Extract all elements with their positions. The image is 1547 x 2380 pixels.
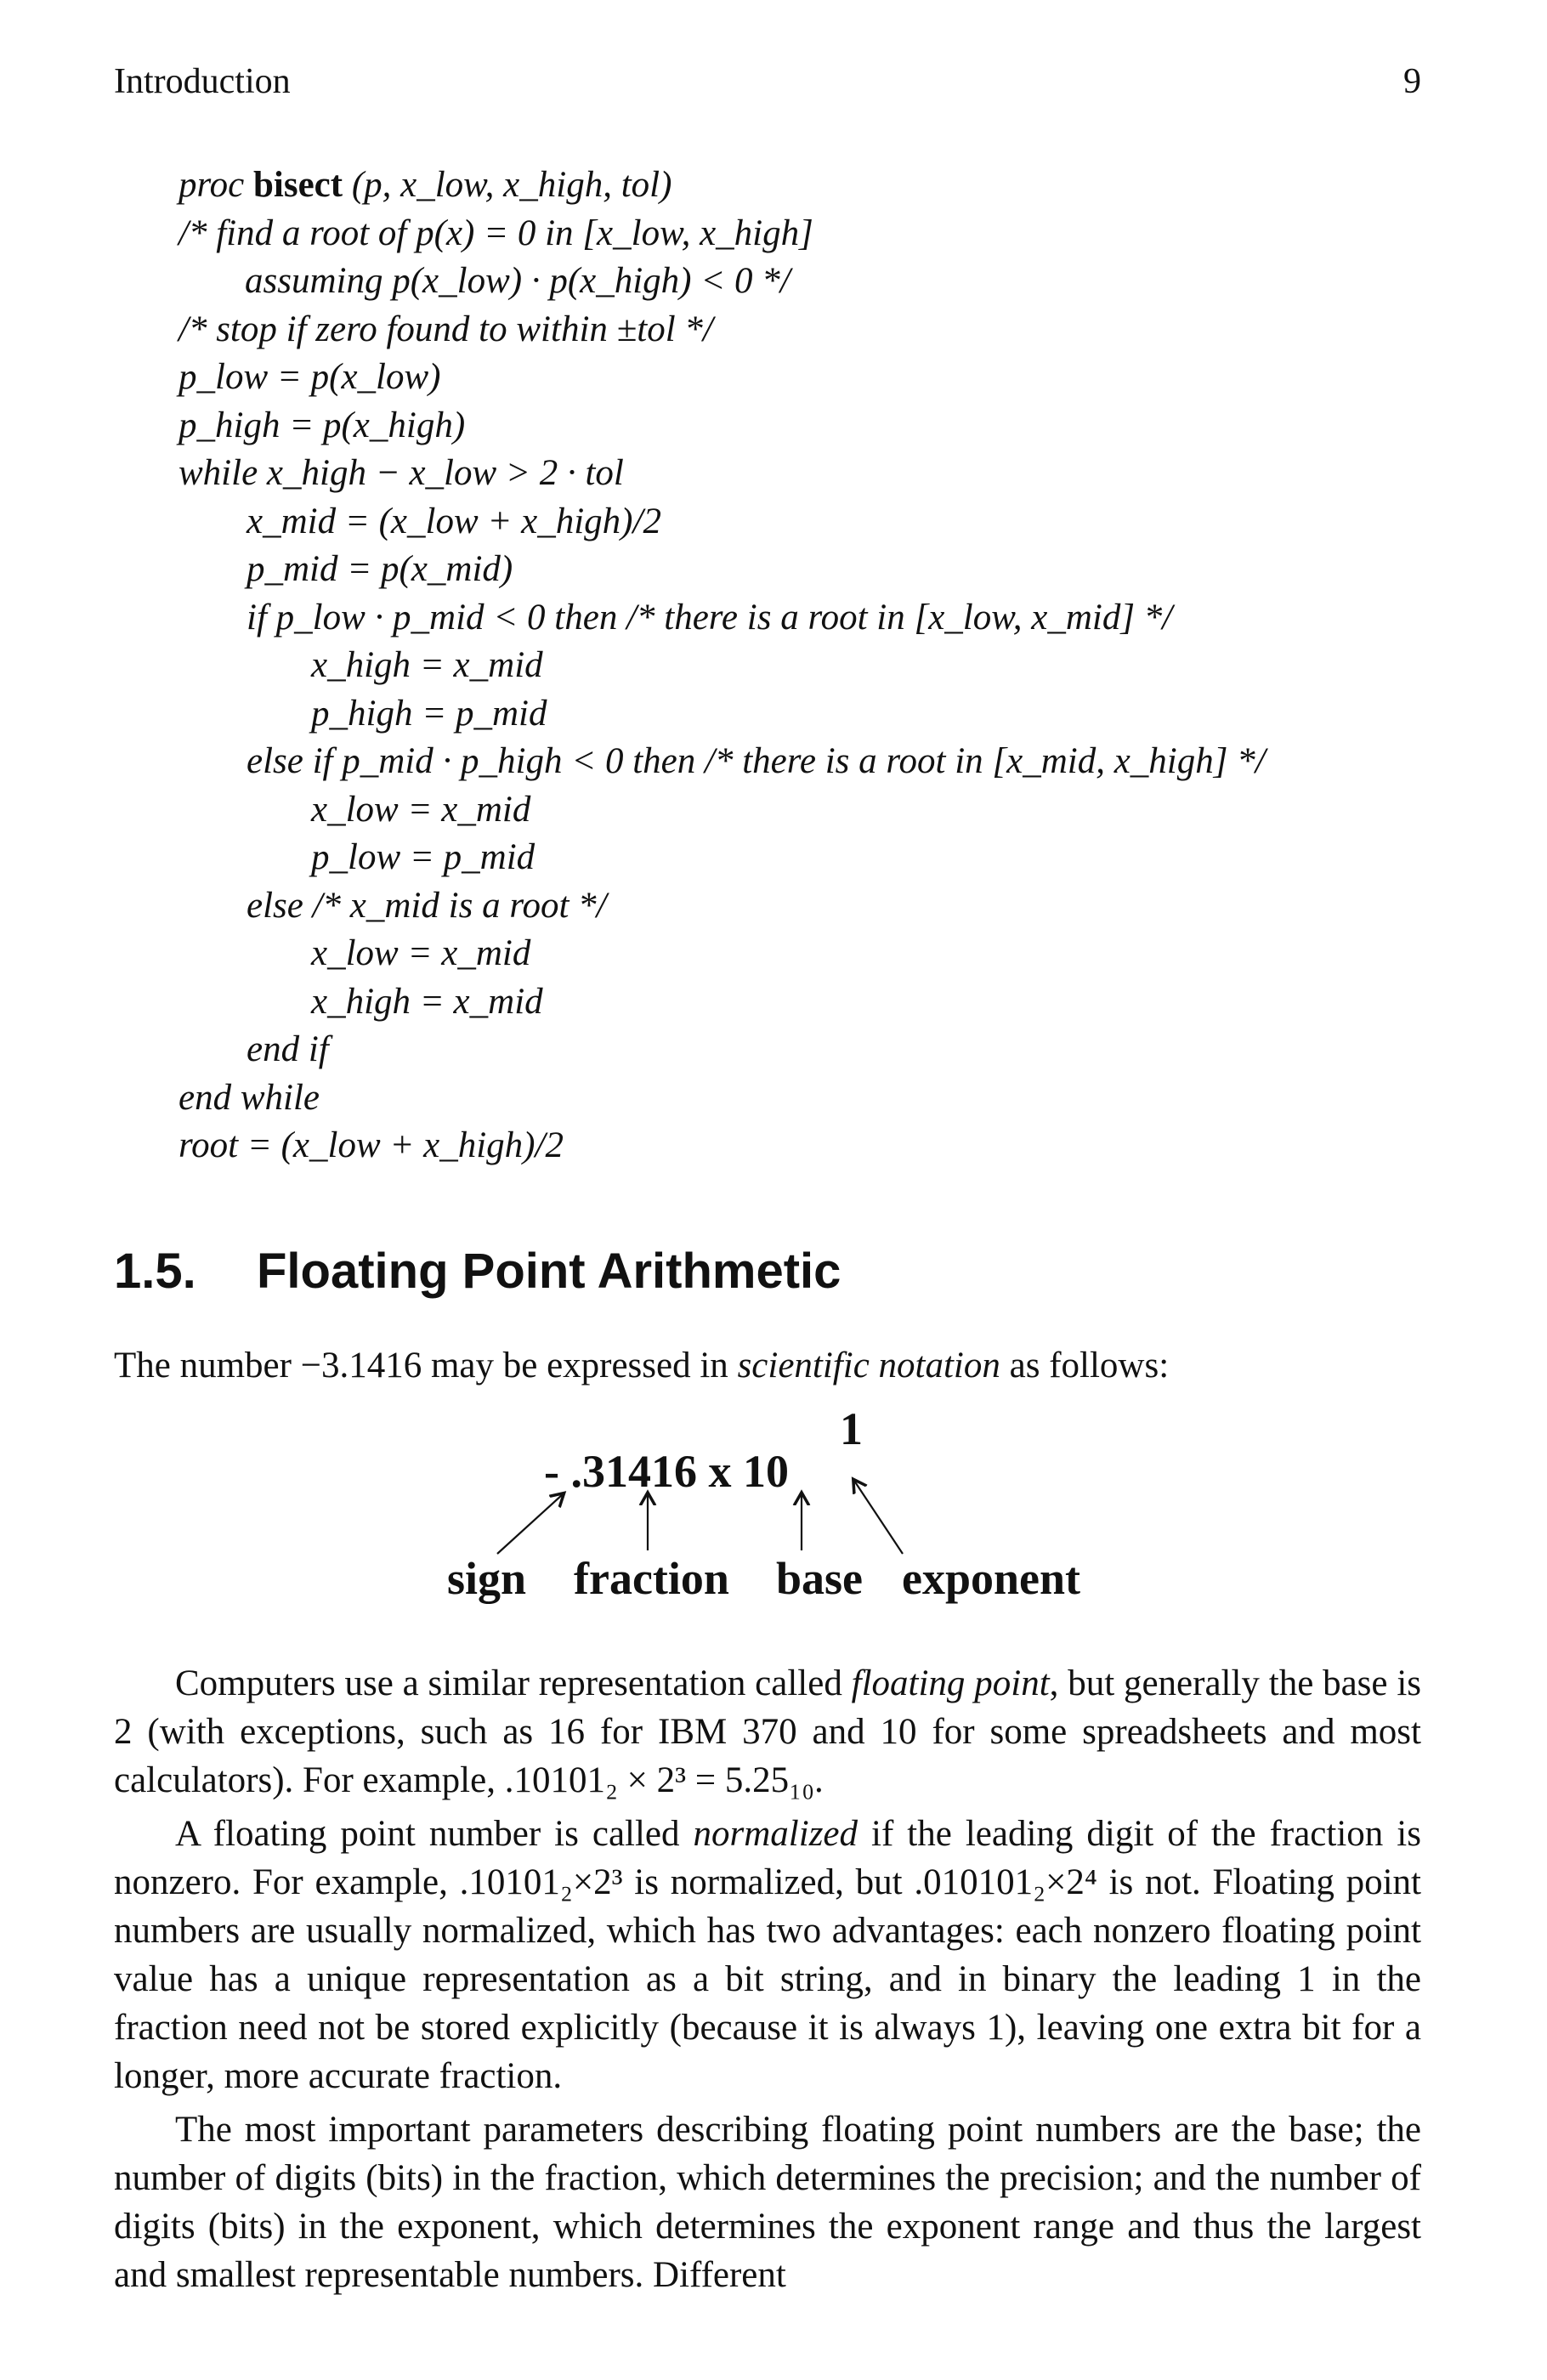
code-line: /* find a root of p(x) = 0 in [x_low, x_high]	[178, 212, 813, 253]
code-line: assuming p(x_low) · p(x_high) < 0 */	[245, 261, 790, 301]
paragraph-floating-point	[114, 1659, 1421, 1805]
section-title: Floating Point Arithmetic	[257, 1244, 842, 1299]
base-label: base	[776, 1553, 864, 1604]
code-line: /* stop if zero found to within ±tol */	[178, 309, 713, 349]
code-line: end while	[178, 1077, 320, 1118]
code-line: root = (x_low + x_high)/2	[178, 1125, 564, 1165]
code-line: x_high = x_mid	[311, 981, 543, 1022]
code-line: x_mid = (x_low + x_high)/2	[246, 501, 661, 541]
paragraph-text: , but generally the base is 2 (with exceptions, such as 16 for IBM 370 and 10 for some spreadsheets and most calculators). For example, .10101₂ × 2³ = 5.25₁₀.	[114, 1663, 1421, 1800]
section-number: 1.5.	[114, 1244, 196, 1299]
exponent-value: 1	[840, 1403, 863, 1454]
code-line: else if p_mid · p_high < 0 then /* there is a root in [x_mid, x_high] */	[246, 741, 1266, 781]
code-line: p_mid = p(x_mid)	[246, 549, 513, 589]
code-line: p_high = p(x_high)	[178, 405, 466, 445]
sign-arrow	[497, 1494, 563, 1554]
paragraph-text: if the leading digit of the fraction is nonzero. For example, .10101₂×2³ is normalized, but .010101₂×2⁴ is not. Floating point numbers are usually normalized, which has two advantages: each nonzero floating point value has a unique representation as a bit string, and in binary the leading 1 in the fraction need not be stored explicitly (because it is always 1), leaving one extra bit for a longer, more accurate fraction.	[114, 1814, 1421, 2096]
code-line: p_low = p(x_low)	[178, 357, 441, 397]
paragraph-text: A floating point number is called	[175, 1814, 694, 1854]
paragraph-emphasis: floating point	[851, 1663, 1050, 1703]
paragraph-parameters: The most important parameters describing floating point numbers are the base; the number of digits (bits) in the fraction, which determines the precision; and the number of digits (bits) in the exponent, which determines the exponent range and thus the largest and smallest representable numbers. Different	[114, 2110, 1421, 2295]
proc-keyword: proc	[178, 165, 245, 205]
algorithm-header	[178, 162, 1411, 210]
procedure-signature: (p, x_low, x_high, tol)	[351, 165, 672, 205]
paragraph-text: Computers use a similar representation called	[175, 1663, 852, 1703]
body-text	[114, 1659, 1421, 2304]
scientific-notation-figure	[0, 1394, 1547, 1615]
code-line: x_high = x_mid	[311, 645, 543, 685]
code-line: x_low = x_mid	[311, 933, 531, 973]
intro-sentence	[114, 1345, 1169, 1386]
annotation-arrows	[0, 1394, 1547, 1615]
paragraph-normalized	[114, 1810, 1421, 2100]
chapter-title: Introduction	[114, 62, 291, 101]
procedure-name: bisect	[252, 165, 343, 205]
code-line: else /* x_mid is a root */	[246, 885, 607, 926]
code-line: p_high = p_mid	[311, 693, 547, 734]
intro-text-end: as follows:	[1000, 1346, 1170, 1386]
fraction-label: fraction	[574, 1553, 729, 1604]
exponent-label: exponent	[902, 1553, 1081, 1604]
sign-label: sign	[447, 1553, 527, 1604]
intro-emphasis: scientific notation	[737, 1346, 1000, 1386]
code-line: p_low = p_mid	[311, 837, 536, 877]
section-heading	[114, 1243, 841, 1300]
running-head	[114, 61, 1421, 109]
exponent-arrow	[854, 1481, 903, 1554]
page-number: 9	[1403, 62, 1421, 101]
code-line: if p_low · p_mid < 0 then /* there is a root in [x_low, x_mid] */	[246, 597, 1173, 638]
code-line: end if	[246, 1029, 329, 1069]
code-line: x_low = x_mid	[311, 789, 531, 830]
intro-text: The number −3.1416 may be expressed in	[114, 1346, 738, 1386]
bisect-algorithm	[178, 162, 1411, 1170]
notation-expression: - .31416 x 10	[544, 1446, 789, 1497]
code-line: while x_high − x_low > 2 · tol	[178, 453, 624, 493]
paragraph-emphasis: normalized	[693, 1814, 858, 1854]
